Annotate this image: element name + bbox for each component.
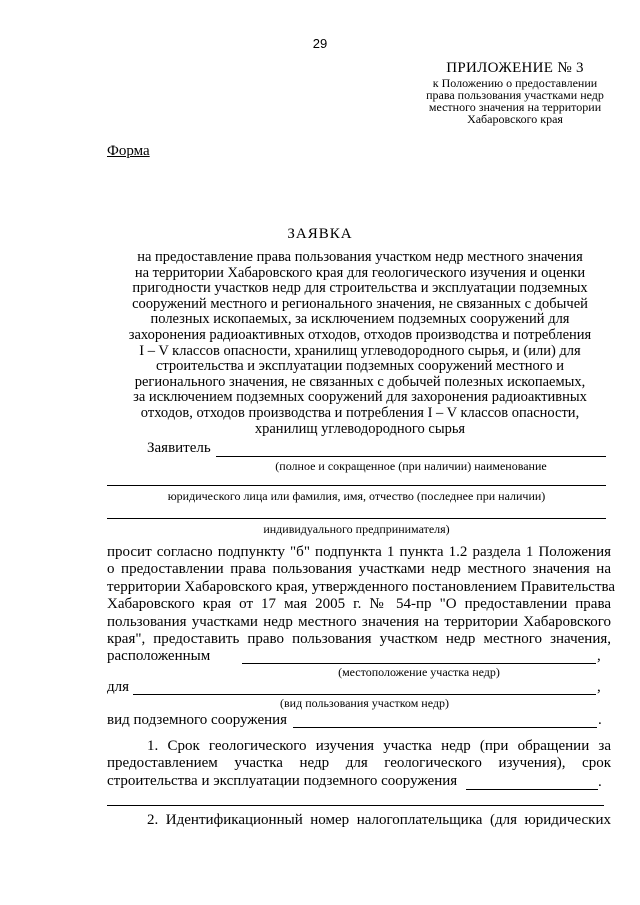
usage-type-field[interactable] (133, 694, 596, 695)
paragraph-line: о предоставлении права пользования участками недр местного значения на (107, 561, 611, 578)
located-label: расположенным (107, 648, 211, 664)
item-1-line: предоставлением участка недр для геологического изучения), срок (107, 755, 611, 772)
subtitle-line: хранилищ углеводородного сырья (254, 420, 466, 437)
location-hint: (местоположение участка недр) (338, 665, 500, 679)
appendix-line: Хабаровского края (467, 112, 563, 126)
subtitle-line: регионального значения, не связанных с добычей полезных ископаемых, (134, 373, 586, 390)
purpose-label: для (107, 679, 130, 695)
applicant-hint-1: (полное и сокращенное (при наличии) наименование (275, 459, 547, 473)
item-1-line: строительства и эксплуатации подземного сооружения (107, 772, 458, 789)
structure-suffix: . (598, 712, 602, 728)
subtitle-line: I – V классов опасности, хранилищ углеводородного сырья, и (или) для (139, 342, 581, 359)
applicant-label: Заявитель (147, 440, 211, 456)
usage-type-hint: (вид пользования участком недр) (280, 696, 449, 710)
structure-type-field[interactable] (293, 727, 597, 728)
item-2-paragraph (107, 812, 611, 829)
applicant-hint-2: юридического лица или фамилия, имя, отчество (последнее при наличии) (167, 489, 546, 503)
subtitle-line: пригодности участков недр для строительства и эксплуатации подземных (132, 280, 588, 297)
subtitle-line: за исключением подземных сооружений для захоронения радиоактивных (133, 389, 587, 406)
item-2-line: 2. Идентификационный номер налогоплательщика (для юридических (147, 812, 611, 828)
appendix-line: к Положению о предоставлении (432, 76, 598, 90)
item-1-line: 1. Срок геологического изучения участка недр (при обращении за (147, 738, 611, 754)
paragraph-line: пользования участками недр местного значения на территории Хабаровского (107, 613, 611, 630)
paragraph-line: просит согласно подпункту "б" подпункта 1 пункта 1.2 раздела 1 Положения (107, 544, 611, 560)
subtitle-line: строительства и эксплуатации подземных сооружений местного и (155, 358, 565, 375)
document-heading: ЗАЯВКА (287, 226, 353, 242)
subtitle-line: захоронения радиоактивных отходов, отходов производства и потребления (128, 326, 592, 343)
applicant-name-field-2[interactable] (107, 485, 606, 486)
appendix-line: местного значения на территории (428, 100, 602, 114)
item-1-suffix: . (598, 774, 602, 790)
document-subtitle (110, 250, 610, 437)
appendix-line: права пользования участками недр (426, 88, 604, 102)
location-field[interactable] (242, 663, 596, 664)
term-field-2[interactable] (107, 805, 604, 806)
purpose-suffix: , (597, 679, 601, 695)
structure-label: вид подземного сооружения (107, 712, 288, 728)
subtitle-line: полезных ископаемых, за исключением подземных сооружений для (150, 311, 570, 328)
request-paragraph (107, 544, 616, 648)
subtitle-line: на территории Хабаровского края для геологического изучения и оценки (134, 264, 586, 281)
applicant-name-field-3[interactable] (107, 518, 606, 519)
page-number: 29 (312, 36, 328, 51)
applicant-name-field[interactable] (216, 456, 606, 457)
located-suffix: , (597, 648, 601, 664)
subtitle-line: на предоставление права пользования участком недр местного значения (137, 249, 583, 265)
paragraph-line: территории Хабаровского края, утвержденного постановлением Правительства (107, 578, 616, 595)
paragraph-line: края", предоставить право пользования участком недр местного значения, (107, 631, 611, 648)
term-field[interactable] (466, 789, 598, 790)
paragraph-line: Хабаровского края от 17 мая 2005 г. № 54-пр "О предоставлении права (107, 596, 611, 613)
appendix-block (410, 60, 620, 125)
subtitle-line: отходов, отходов производства и потребления I – V классов опасности, (140, 404, 580, 421)
applicant-hint-3: индивидуального предпринимателя) (263, 522, 450, 536)
form-label: Форма (107, 143, 150, 159)
subtitle-line: сооружений местного и регионального значения, не связанных с добычей (132, 295, 588, 312)
appendix-title: ПРИЛОЖЕНИЕ № 3 (446, 60, 584, 76)
item-1-paragraph (107, 738, 611, 790)
